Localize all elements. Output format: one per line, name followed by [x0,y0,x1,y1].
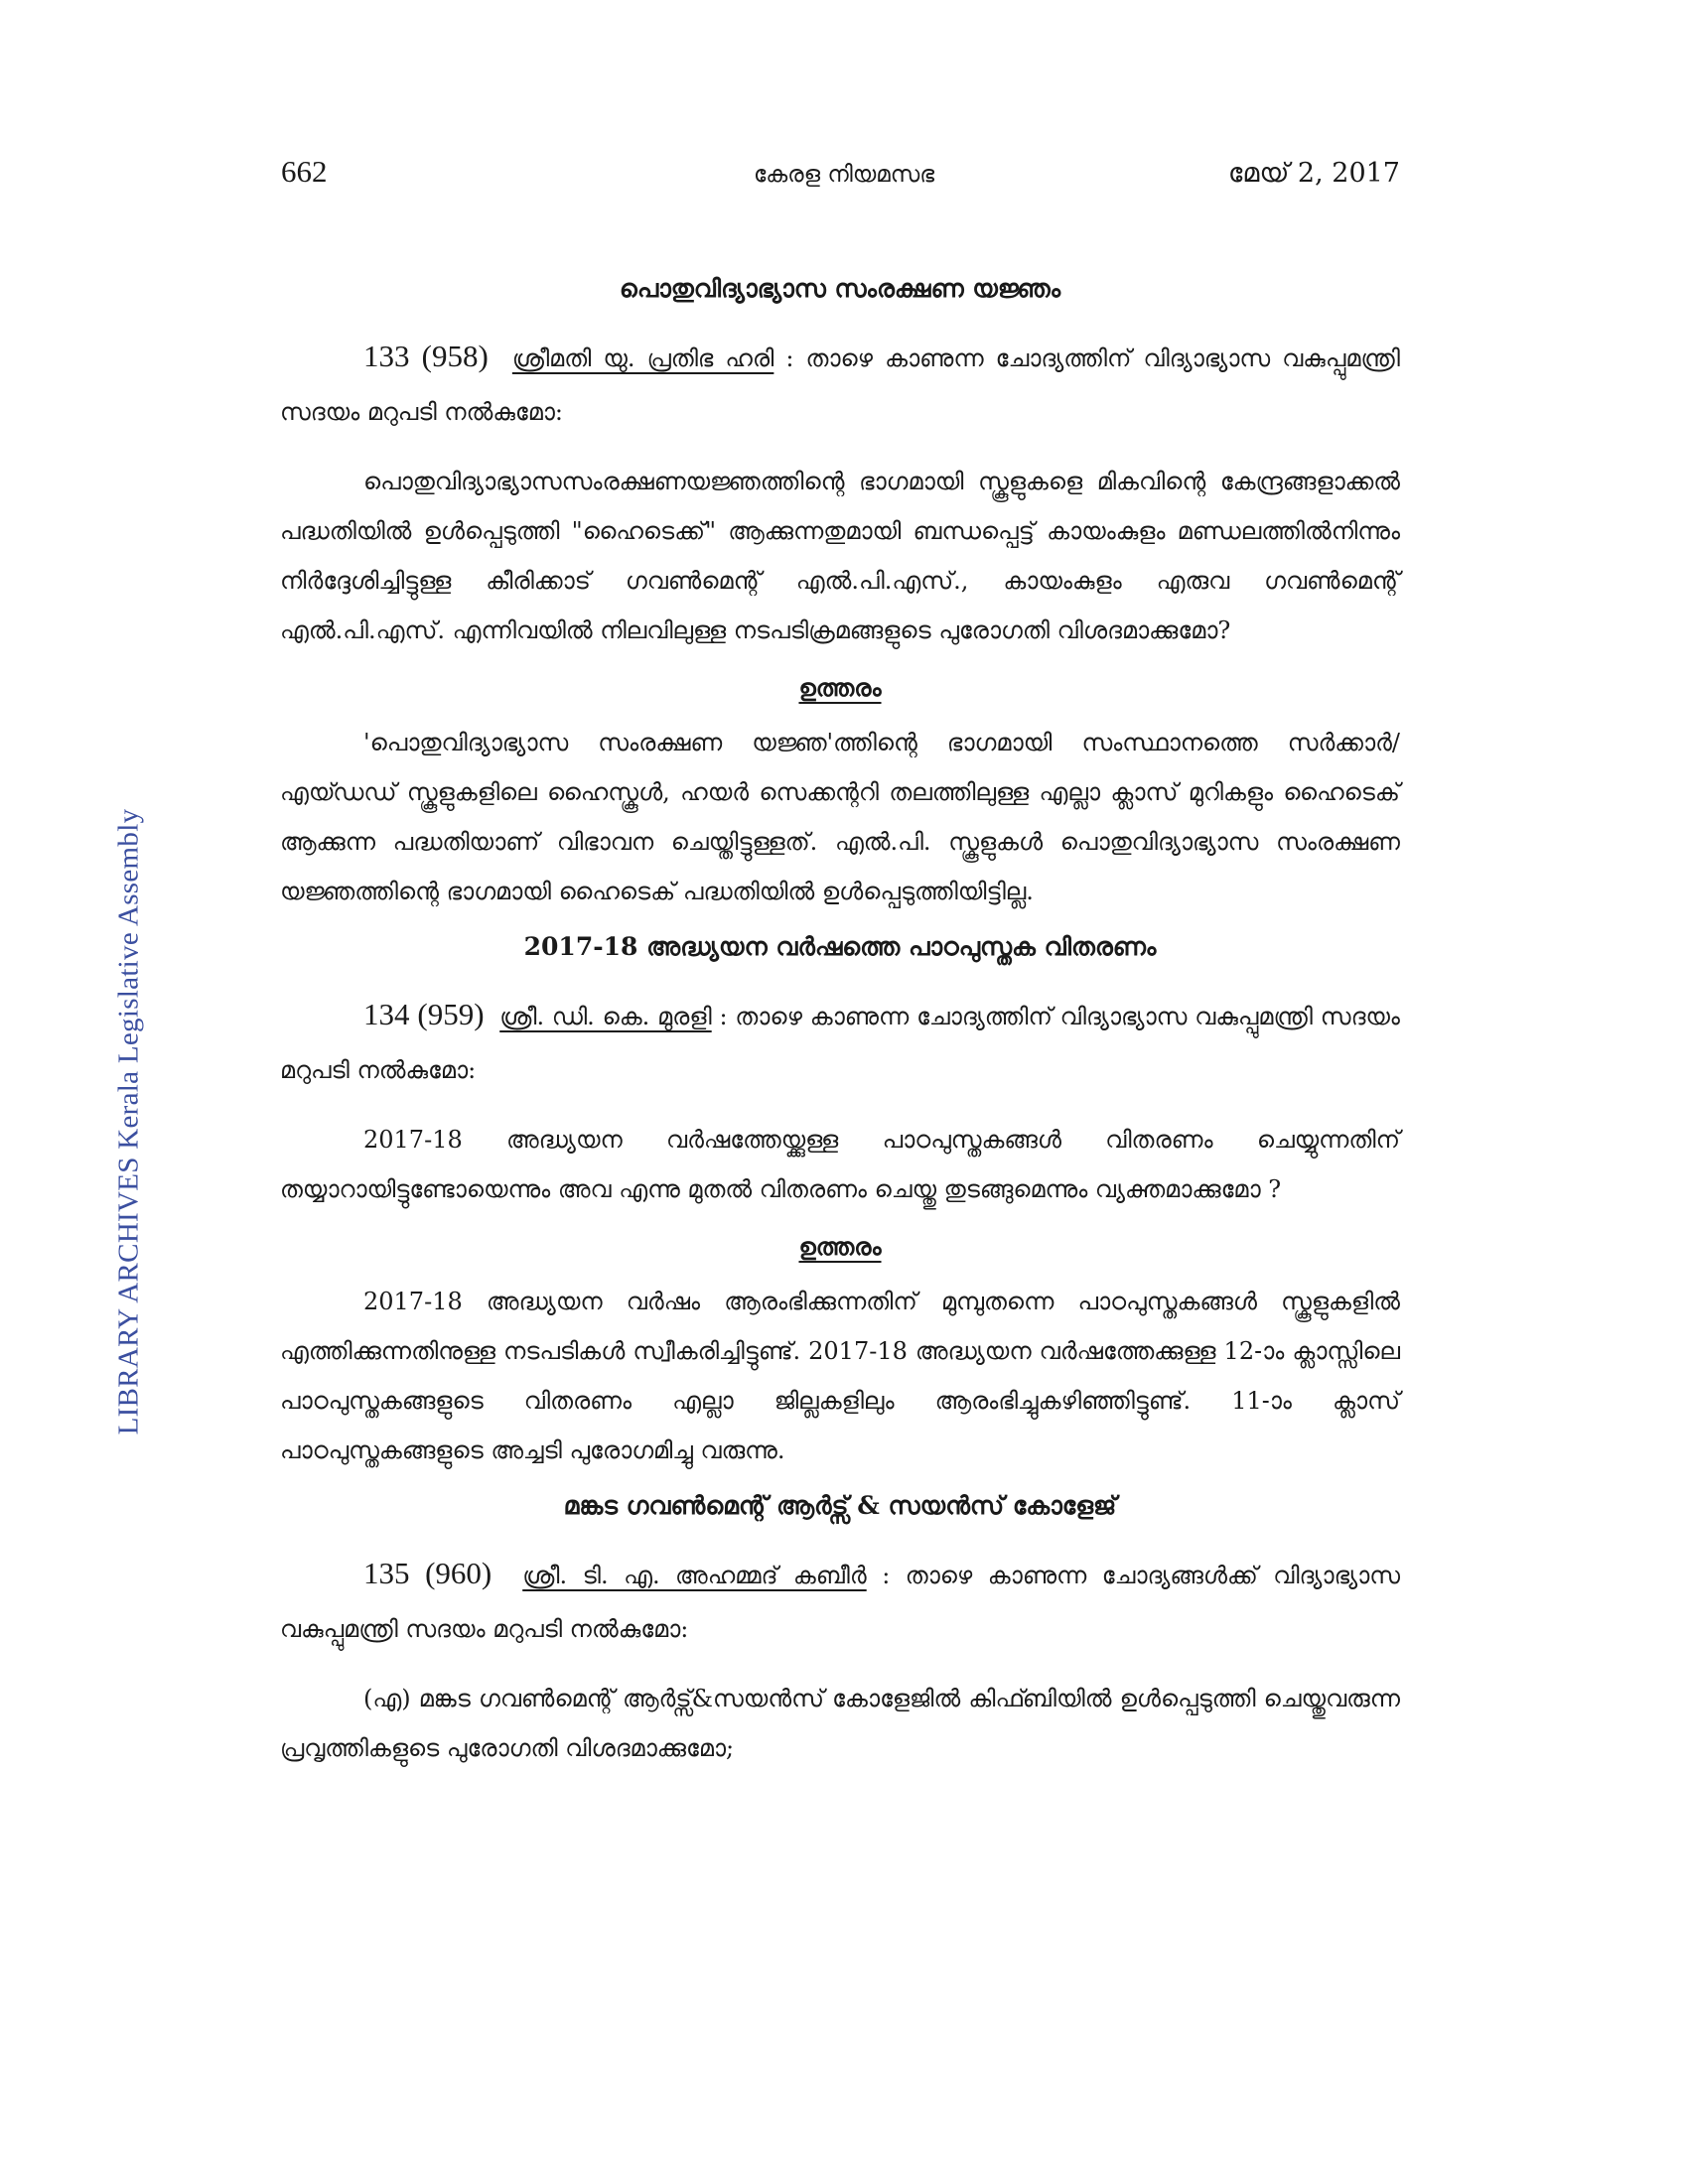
member-name: ശ്രീ. ടി. എ. അഹമ്മദ് കബീർ [522,1562,867,1589]
header-date: മേയ് 2, 2017 [1227,158,1400,189]
answer-text: 'പൊതുവിദ്യാഭ്യാസ സംരക്ഷണ യജ്ഞ'ത്തിന്റെ ഭാഗമായി സംസ്ഥാനത്തെ സർക്കാർ/എയ്ഡഡ് സ്കൂളുകളിലെ ഹൈസ്കൂൾ, ഹയർ സെക്കന്ററി തലത്തിലുള്ള എല്ലാ ക്ലാസ് മുറികളും ഹൈടെക് ആക്കുന്ന പദ്ധതിയാണ് വിഭാവന ചെയ്തിട്ടുള്ളത്. എൽ.പി. സ്കൂളുകൾ പൊതുവിദ്യാഭ്യാസ സംരക്ഷണ യജ്ഞത്തിന്റെ ഭാഗമായി ഹൈടെക് പദ്ധതിയിൽ ഉൾപ്പെടുത്തിയിട്ടില്ല. [280,729,1400,905]
page-content [280,258,1400,1789]
question-intro-text: : താഴെ കാണുന്ന ചോദ്യത്തിന് വിദ്യാഭ്യാസ വകുപ്പുമന്ത്രി സദയം മറുപടി നൽകുമോ: [280,344,1400,426]
answer-text: 2017-18 അദ്ധ്യയന വർഷം ആരംഭിക്കുന്നതിന് മുമ്പുതന്നെ പാഠപുസ്തകങ്ങൾ സ്കൂളുകളിൽ എത്തിക്കുന്നതിനുള്ള നടപടികൾ സ്വീകരിച്ചിട്ടുണ്ട്. 2017-18 അദ്ധ്യയന വർഷത്തേക്കുള്ള 12-ാം ക്ലാസ്സിലെ പാഠപുസ്തകങ്ങളുടെ വിതരണം എല്ലാ ജില്ലകളിലും ആരംഭിച്ചുകഴിഞ്ഞിട്ടുണ്ട്. 11-ാം ക്ലാസ് പാഠപുസ്തകങ്ങളുടെ അച്ചടി പുരോഗമിച്ചു വരുന്നു. [280,1288,1400,1464]
answer-heading: ഉത്തരം [798,673,882,702]
archive-watermark: LIBRARY ARCHIVES Kerala Legislative Assembly [112,808,145,1435]
question-intro [280,988,1400,1097]
question-intro [280,330,1400,439]
question-intro [280,1547,1400,1656]
question-number: 135 (960) [363,1556,492,1590]
section-title: 2017-18 അദ്ധ്യയന വർഷത്തെ പാഠപുസ്തക വിതരണം [523,932,1157,961]
question-number: 134 (959) [363,997,485,1031]
page-number: 662 [281,154,328,189]
section-135 [280,1491,1400,1773]
answer-heading: ഉത്തരം [798,1232,882,1261]
member-name: ശ്രീ. ഡി. കെ. മുരളി [499,1003,712,1030]
section-title: മങ്കട ഗവൺമെന്റ് ആർട്സ് & സയൻസ് കോളേജ് [563,1491,1117,1520]
question-text: 2017-18 അദ്ധ്യയന വർഷത്തേയ്ക്കുള്ള പാഠപുസ്തകങ്ങൾ വിതരണം ചെയ്യുന്നതിന് തയ്യാറായിട്ടുണ്ടോയെന്നും അവ എന്നു മുതൽ വിതരണം ചെയ്തു തുടങ്ങുമെന്നും വ്യക്തമാക്കുമോ ? [280,1126,1400,1203]
question-intro-text: : താഴെ കാണുന്ന ചോദ്യത്തിന് വിദ്യാഭ്യാസ വകുപ്പുമന്ത്രി സദയം മറുപടി നൽകുമോ: [280,1003,1400,1084]
question-number: 133 (958) [363,339,489,373]
question-text: (എ) മങ്കട ഗവൺമെന്റ് ആർട്സ്&സയൻസ് കോളേജിൽ കിഫ്ബിയിൽ ഉൾപ്പെടുത്തി ചെയ്തുവരുന്ന പ്രവൃത്തികളുടെ പുരോഗതി വിശദമാക്കുമോ; [280,1685,1400,1762]
member-name: ശ്രീമതി യു. പ്രതിഭ ഹരി [511,344,774,372]
question-text: പൊതുവിദ്യാഭ്യാസസംരക്ഷണയജ്ഞത്തിന്റെ ഭാഗമായി സ്കൂളുകളെ മികവിന്റെ കേന്ദ്രങ്ങളാക്കൽ പദ്ധതിയിൽ ഉൾപ്പെടുത്തി "ഹൈടെക്ക്" ആക്കുന്നതുമായി ബന്ധപ്പെട്ട് കായംകുളം മണ്ഡലത്തിൽനിന്നും നിർദ്ദേശിച്ചിട്ടുള്ള കീരിക്കാട് ഗവൺമെന്റ് എൽ.പി.എസ്., കായംകുളം എരുവ ഗവൺമെന്റ് എൽ.പി.എസ്. എന്നിവയിൽ നിലവിലുള്ള നടപടിക്രമങ്ങളുടെ പുരോഗതി വിശദമാക്കുമോ? [280,468,1400,644]
running-title: കേരള നിയമസഭ [753,162,935,188]
section-134 [280,932,1400,1475]
question-intro-text: : താഴെ കാണുന്ന ചോദ്യങ്ങൾക്ക് വിദ്യാഭ്യാസ വകുപ്പുമന്ത്രി സദയം മറുപടി നൽകുമോ: [280,1562,1401,1643]
section-title: പൊതുവിദ്യാഭ്യാസ സംരക്ഷണ യജ്ഞം [619,274,1061,303]
section-133 [280,274,1400,916]
